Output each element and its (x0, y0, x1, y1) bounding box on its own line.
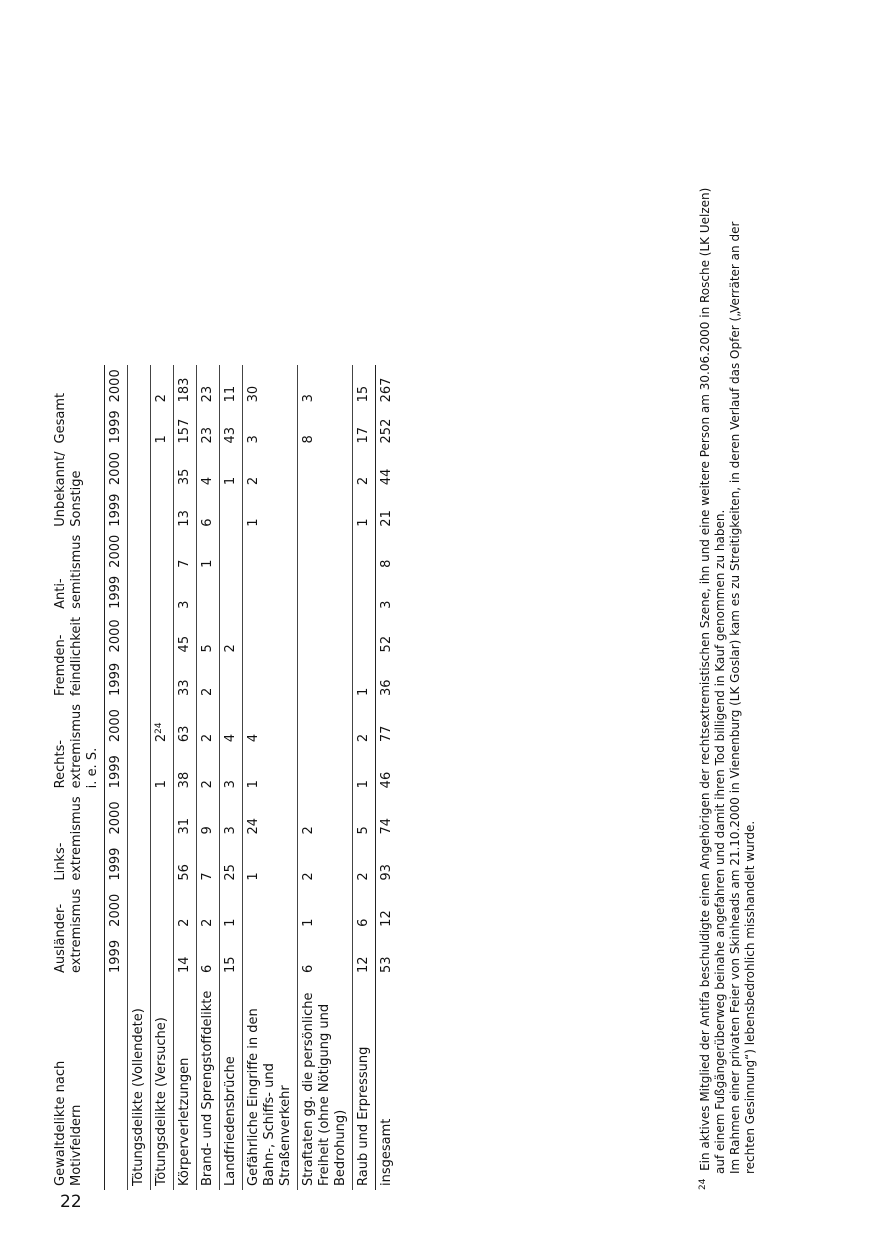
table-cell (243, 572, 298, 613)
page-number: 22 (60, 1192, 82, 1212)
table-cell (128, 489, 151, 531)
year-header: 2000 (105, 531, 128, 572)
year-header: 1999 (105, 406, 128, 447)
footnote (698, 90, 758, 1190)
row-label: Tötungsdelikte (Versuche) (151, 977, 174, 1190)
table-cell: 1 (353, 656, 376, 700)
group-header: Rechts-extremismus i. e. S. (53, 703, 100, 789)
footnote-line: auf einem Fußgängerüberweg beinahe angefahren und damit ihren Tod billigend in Kauf genommen zu haben. (713, 509, 727, 1174)
table-cell: 77 (376, 700, 399, 746)
table-cell (128, 838, 151, 884)
table-cell (128, 531, 151, 572)
group-header: Links-extremismus (53, 796, 84, 881)
footnote-line: Im Rahmen einer privaten Feier von Skinheads am 21.10.2000 in Vienenburg (LK Goslar) kam es zu Streitigkeiten, in deren Verlauf das Opfer („Verräter an der (728, 221, 742, 1174)
table-cell (151, 792, 174, 838)
table-cell: 2 (151, 365, 174, 406)
table-cell (220, 531, 243, 572)
table-cell (151, 447, 174, 489)
row-label: Brand- und Sprengstoffdelikte (197, 977, 220, 1190)
table-cell: 3 (376, 572, 399, 613)
table-cell: 6 (197, 931, 220, 977)
table-cell: 31 (174, 792, 197, 838)
table-cell: 3 (220, 792, 243, 838)
total-row (376, 365, 399, 1190)
footnote-line: $^{24}$ Ein aktives Mitglied der Antifa beschuldigte einen Angehörigen der rechtsextremistischen Szene, ihn und eine weitere Person am 30.06.2000 in Rosche (LK Uelzen) (698, 187, 712, 1190)
table-cell (243, 531, 298, 572)
table-cell (298, 746, 353, 792)
table-cell (298, 447, 353, 489)
table-row (151, 365, 174, 1190)
table-cell: 6 (353, 885, 376, 931)
year-header: 1999 (105, 656, 128, 700)
table-cell (128, 365, 151, 406)
table-cell: 93 (376, 838, 399, 884)
table-body (128, 365, 399, 1190)
table-cell (128, 447, 151, 489)
table-cell: 183 (174, 365, 197, 406)
table-cell: 2 (243, 447, 298, 489)
table-cell: 1 (243, 838, 298, 884)
year-header: 2000 (105, 613, 128, 657)
table-cell: 8 (298, 406, 353, 447)
table-cell (243, 931, 298, 977)
table-cell (197, 572, 220, 613)
table-cell: 3 (243, 406, 298, 447)
table-cell: 2 (220, 613, 243, 657)
year-header: 2000 (105, 885, 128, 931)
table-cell: 1 (220, 885, 243, 931)
table-cell: 24 (243, 792, 298, 838)
table-cell: 5 (353, 792, 376, 838)
table-cell (243, 885, 298, 931)
table-cell: 12 (376, 885, 399, 931)
table-cell (151, 531, 174, 572)
table-cell: 1 (151, 746, 174, 792)
table-row (220, 365, 243, 1190)
table-cell: 2 (197, 746, 220, 792)
table-cell: 52 (376, 613, 399, 657)
table-cell (151, 613, 174, 657)
row-label: Körperverletzungen (174, 977, 197, 1190)
table-cell: 3 (220, 746, 243, 792)
row-label: Straftaten gg. die persönliche Freiheit (ohne Nötigung und Bedrohung) (298, 977, 353, 1190)
table-row (174, 365, 197, 1190)
table-cell: 12 (353, 931, 376, 977)
group-header: Fremden-feindlichkeit (53, 616, 84, 696)
table-cell (220, 572, 243, 613)
table-cell: 43 (220, 406, 243, 447)
table-cell: 7 (174, 531, 197, 572)
row-label: insgesamt (376, 977, 399, 1190)
table-cell (298, 489, 353, 531)
table-cell: 9 (197, 792, 220, 838)
table-cell: 252 (376, 406, 399, 447)
year-header: 2000 (105, 447, 128, 489)
table-cell (243, 613, 298, 657)
row-label: Gefährliche Eingriffe in den Bahn-, Schiffs- und Straßenverkehr (243, 977, 298, 1190)
table-cell: 2 (353, 700, 376, 746)
table-cell (151, 489, 174, 531)
table-cell: 38 (174, 746, 197, 792)
table-row (243, 365, 298, 1190)
table-cell: 35 (174, 447, 197, 489)
table-cell: 13 (174, 489, 197, 531)
table-cell (220, 656, 243, 700)
table-cell: 46 (376, 746, 399, 792)
table-cell: 4 (197, 447, 220, 489)
year-header: 1999 (105, 838, 128, 884)
table-cell: 1 (243, 489, 298, 531)
table-cell: 5 (197, 613, 220, 657)
row-label: Tötungsdelikte (Vollendete) (128, 977, 151, 1190)
year-header-blank (105, 977, 128, 1190)
table-cell: 2 (197, 700, 220, 746)
table-cell (128, 613, 151, 657)
table-cell (128, 700, 151, 746)
table-cell (353, 572, 376, 613)
table-cell: 4 (220, 700, 243, 746)
table-cell: 44 (376, 447, 399, 489)
table-cell: 15 (353, 365, 376, 406)
footnote-reference: 24 (154, 722, 164, 734)
year-header-row (105, 365, 128, 1190)
table-cell: 1 (220, 447, 243, 489)
footnote-line: rechten Gesinnung“) lebensbedrohlich misshandelt wurde. (743, 820, 757, 1174)
table-cell (298, 531, 353, 572)
table-cell: 74 (376, 792, 399, 838)
group-header: Ausländer-extremismus (53, 888, 84, 973)
table-row (197, 365, 220, 1190)
table-cell (128, 792, 151, 838)
table-cell: 53 (376, 931, 399, 977)
table-cell: 33 (174, 656, 197, 700)
table-cell: 2 (197, 885, 220, 931)
table-cell: 1 (151, 406, 174, 447)
table-cell: 21 (376, 489, 399, 531)
table-cell (151, 656, 174, 700)
table-cell (151, 838, 174, 884)
table-cell: 30 (243, 365, 298, 406)
table-row (128, 365, 151, 1190)
table-cell: 3 (174, 572, 197, 613)
table-cell: 2 (174, 885, 197, 931)
table-cell: 1 (353, 489, 376, 531)
row-label: Raub und Erpressung (353, 977, 376, 1190)
table-cell: 17 (353, 406, 376, 447)
table-cell: 63 (174, 700, 197, 746)
table-cell: 7 (197, 838, 220, 884)
group-header-row (50, 365, 105, 1190)
table-cell: 56 (174, 838, 197, 884)
table-cell (243, 656, 298, 700)
table-cell: 1 (353, 746, 376, 792)
table-cell (128, 406, 151, 447)
table-cell: 157 (174, 406, 197, 447)
year-header: 1999 (105, 489, 128, 531)
table-cell: 23 (197, 365, 220, 406)
group-header: Unbekannt/ Sonstige (53, 451, 84, 527)
table-cell: 2 (298, 792, 353, 838)
table-cell: 2 (298, 838, 353, 884)
table-cell: 6 (298, 931, 353, 977)
table-cell: 25 (220, 838, 243, 884)
table-cell (298, 656, 353, 700)
table-cell: 3 (298, 365, 353, 406)
table-cell: 6 (197, 489, 220, 531)
year-header: 1999 (105, 572, 128, 613)
table-cell (353, 613, 376, 657)
rotated-page-content (50, 10, 810, 1190)
table-cell (128, 572, 151, 613)
table-cell (128, 656, 151, 700)
table-cell (128, 746, 151, 792)
year-header: 2000 (105, 700, 128, 746)
table-cell: 23 (197, 406, 220, 447)
table-cell (151, 885, 174, 931)
table-cell: 15 (220, 931, 243, 977)
table-row (298, 365, 353, 1190)
table-cell (298, 613, 353, 657)
table-cell: 2 (353, 447, 376, 489)
table-cell: 1 (298, 885, 353, 931)
year-header: 1999 (105, 931, 128, 977)
table-cell (298, 700, 353, 746)
table-cell: 14 (174, 931, 197, 977)
year-header: 2000 (105, 792, 128, 838)
year-header: 2000 (105, 365, 128, 406)
group-header: Anti-semitismus (53, 534, 84, 609)
table-cell (151, 572, 174, 613)
corner-header: Gewaltdelikte nach Motivfeldern (53, 1060, 84, 1186)
violence-statistics-table (50, 365, 398, 1190)
year-header: 1999 (105, 746, 128, 792)
table-cell (151, 931, 174, 977)
table-cell: 1 (243, 746, 298, 792)
table-cell: 11 (220, 365, 243, 406)
footnote-mark: 24 (698, 1178, 708, 1190)
table-cell (128, 931, 151, 977)
table-cell: 1 (197, 531, 220, 572)
table-cell (298, 572, 353, 613)
table-cell (128, 885, 151, 931)
table-row (353, 365, 376, 1190)
table-cell: 36 (376, 656, 399, 700)
table-cell: 2 (353, 838, 376, 884)
table-cell: $2^{24}$ (151, 700, 174, 746)
table-cell: 45 (174, 613, 197, 657)
table-cell (220, 489, 243, 531)
table-cell: 2 (197, 656, 220, 700)
table-cell (353, 531, 376, 572)
table-cell: 4 (243, 700, 298, 746)
table-cell: 267 (376, 365, 399, 406)
table-cell: 8 (376, 531, 399, 572)
row-label: Landfriedensbrüche (220, 977, 243, 1190)
group-header: Gesamt (53, 392, 68, 444)
